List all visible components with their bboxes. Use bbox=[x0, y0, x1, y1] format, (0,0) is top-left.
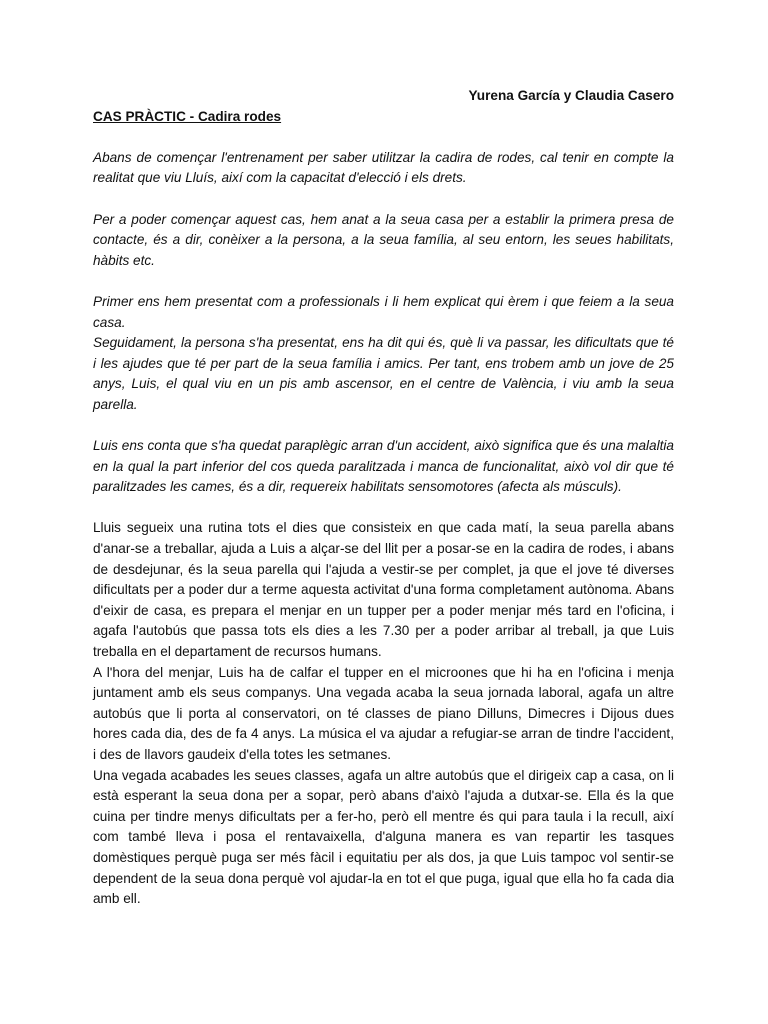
paragraph-presentation: Primer ens hem presentat com a professionals i li hem explicat qui èrem i que feiem a la seua casa. bbox=[93, 293, 674, 330]
paragraph-morning-routine: Lluis segueix una rutina tots el dies que consisteix en que cada matí, la seua parella abans d'anar-se a treballar, ajuda a Luis a alçar-se del llit per a posar-se en la cadira de rodes, i abans de desdejunar, és la seua parella qui l'ajuda a vestir-se per complet, ja que el jove té diverses dificultats per a poder dur a terme aquesta activitat d'una forma completament autònoma. Abans d'eixir de casa, es prepara el menjar en un tupper per a poder menjar més tard en l'oficina, i agafa l'autobús que passa tots els dies a les 7.30 per a poder arribar al treball, ja que Luis treballa en el departament de recursos humans. bbox=[93, 520, 674, 660]
document-title: CAS PRÀCTIC - Cadira rodes bbox=[93, 108, 282, 124]
paragraph-spacer bbox=[93, 498, 674, 519]
paragraph-spacer bbox=[93, 189, 674, 210]
paragraph-evening-routine: Una vegada acabades les seues classes, agafa un altre autobús que el dirigeix cap a casa, on li està esperant la seua dona per a sopar, però abans d'això l'ajuda a dutxar-se. Ella és la que cuina per tindre menys dificultats per a fer-ho, però ell mentre és qui para taula i la recull, així com també lleva i posa el rentavaixella, d'alguna manera es van repartir les tasques domèstiques perquè puga ser més fàcil i equitatiu per als dos, ja que Luis tampoc vol sentir-se dependent de la seua dona perquè vol ajudar-la en tot el que puga, igual que ella ho fa cada dia amb ell. bbox=[93, 767, 674, 907]
paragraph-first-contact: Per a poder començar aquest cas, hem anat a la seua casa per a establir la primera presa de contacte, és a dir, conèixer a la persona, a la seua família, al seu entorn, les seues habilitats, hàbits etc. bbox=[93, 211, 674, 268]
document-authors: Yurena García y Claudia Casero bbox=[468, 88, 674, 103]
paragraph-person-details: Seguidament, la persona s'ha presentat, ens ha dit qui és, què li va passar, les dificultats que té i les ajudes que té per part de la seua família i amics. Per tant, ens trobem amb un jove de 25 anys, Luis, el qual viu en un pis amb ascensor, en el centre de València, i viu amb la seua parella. bbox=[93, 335, 674, 412]
paragraph-intro: Abans de començar l'entrenament per saber utilitzar la cadira de rodes, cal tenir en compte la realitat que viu Lluís, així com la capacitat d'elecció i els drets. bbox=[93, 149, 674, 186]
document-page bbox=[93, 86, 674, 910]
paragraph-lunch-routine: A l'hora del menjar, Luis ha de calfar el tupper en el microones que hi ha en l'oficina i menja juntament amb els seus companys. Una vegada acaba la seua jornada laboral, agafa un altre autobús que li porta al conservatori, on té classes de piano Dilluns, Dimecres i Dijous dues hores cada dia, des de fa 4 anys. La música el va ajudar a refugiar-se arran de tindre l'accident, i des de llavors gaudeix d'ella totes les setmanes. bbox=[93, 664, 674, 762]
paragraph-condition: Luis ens conta que s'ha quedat paraplègic arran d'un accident, això significa que és una malaltia en la qual la part inferior del cos queda paralitzada i manca de funcionalitat, això vol dir que té paralitzades les cames, és a dir, requereix habilitats sensomotores (afecta als músculs). bbox=[93, 438, 674, 495]
paragraph-spacer bbox=[93, 271, 674, 292]
paragraph-spacer bbox=[93, 416, 674, 437]
